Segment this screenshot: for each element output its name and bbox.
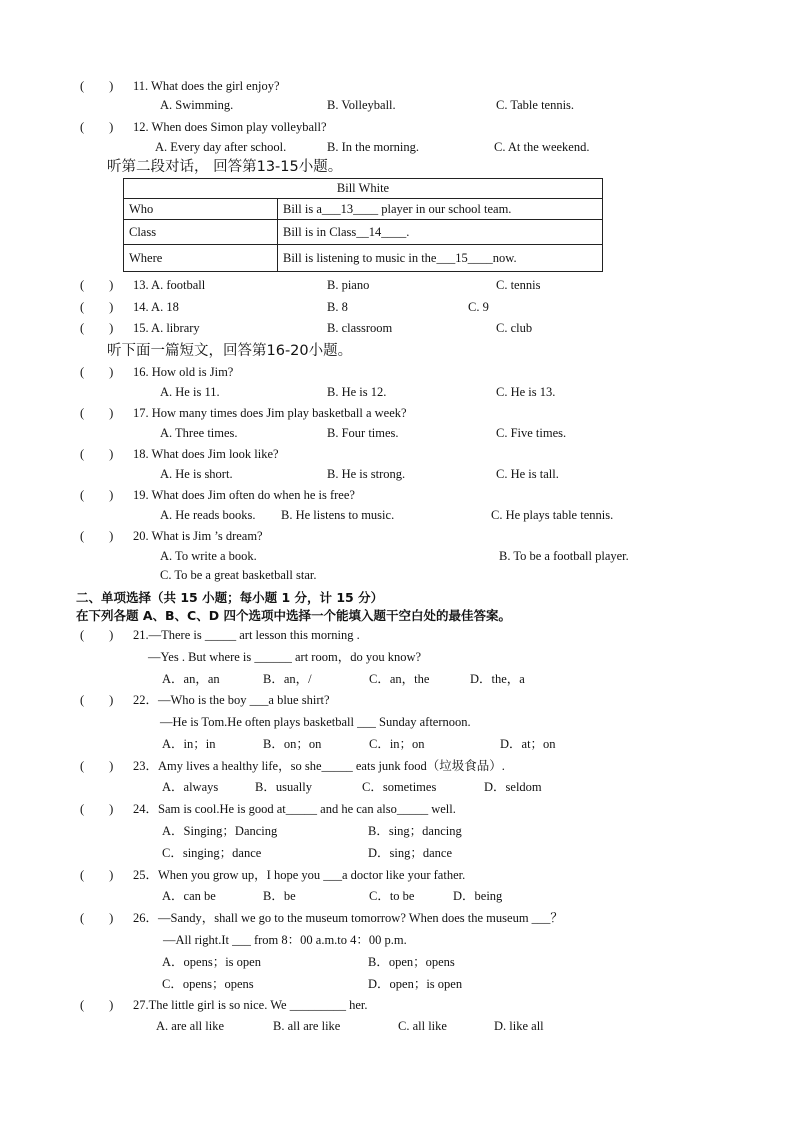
question-24-stem: 24．Sam is cool.He is good at_____ and he can also_____ well.: [133, 802, 456, 816]
table-row: [124, 199, 603, 220]
question-21-option-c[interactable]: C．an，the: [369, 672, 430, 686]
question-24-option-c[interactable]: C．singing；dance: [162, 846, 262, 860]
question-27-option-b[interactable]: B. all are like: [273, 1019, 341, 1033]
question-16-option-a[interactable]: A. He is 11.: [160, 385, 220, 399]
question-20-option-a[interactable]: A. To write a book.: [160, 549, 257, 563]
table-value: Bill is in Class__14____.: [278, 220, 603, 245]
table-key: Who: [124, 199, 278, 220]
question-23-stem: 23．Amy lives a healthy life，so she_____ eats junk food（垃圾食品）.: [133, 759, 505, 773]
question-11-option-c[interactable]: C. Table tennis.: [496, 98, 575, 112]
question-22-option-c[interactable]: C．in；on: [369, 737, 425, 751]
question-16-option-b[interactable]: B. He is 12.: [327, 385, 387, 399]
question-16-stem: 16. How old is Jim?: [133, 365, 234, 379]
question-11-option-b[interactable]: B. Volleyball.: [327, 98, 396, 112]
table-key: Class: [124, 220, 278, 245]
answer-bracket[interactable]: ( ): [80, 802, 114, 816]
answer-bracket[interactable]: ( ): [80, 488, 114, 502]
question-14-option-b[interactable]: B. 8: [327, 300, 348, 314]
question-22-option-b[interactable]: B．on；on: [263, 737, 322, 751]
question-23-option-a[interactable]: A．always: [162, 780, 219, 794]
dialogue-2-instruction: 听第二段对话， 回答第13-15小题。: [107, 159, 343, 175]
question-19-option-a[interactable]: A. He reads books.: [160, 508, 256, 522]
question-20-option-c[interactable]: C. To be a great basketball star.: [160, 568, 317, 582]
answer-bracket[interactable]: ( ): [80, 529, 114, 543]
answer-bracket[interactable]: ( ): [80, 278, 114, 292]
question-18-option-b[interactable]: B. He is strong.: [327, 467, 406, 481]
question-26-option-a[interactable]: A．opens；is open: [162, 955, 261, 969]
question-21-line2: —Yes . But where is ______ art room，do you know?: [148, 650, 422, 664]
question-24-option-b[interactable]: B．sing；dancing: [368, 824, 462, 838]
question-25-option-c[interactable]: C．to be: [369, 889, 415, 903]
answer-bracket[interactable]: ( ): [80, 693, 114, 707]
question-27-option-a[interactable]: A. are all like: [156, 1019, 225, 1033]
question-15-option-c[interactable]: C. club: [496, 321, 533, 335]
question-26-option-b[interactable]: B．open；opens: [368, 955, 455, 969]
question-25-stem: 25．When you grow up，I hope you ___a doctor like your father.: [133, 868, 466, 882]
question-22-option-a[interactable]: A．in；in: [162, 737, 216, 751]
question-19-option-c[interactable]: C. He plays table tennis.: [491, 508, 614, 522]
question-25-option-d[interactable]: D．being: [453, 889, 503, 903]
question-21-option-b[interactable]: B．an，/: [263, 672, 312, 686]
table-row: [124, 220, 603, 245]
answer-bracket[interactable]: ( ): [80, 321, 114, 335]
question-22-line2: —He is Tom.He often plays basketball ___ Sunday afternoon.: [160, 715, 471, 729]
answer-bracket[interactable]: ( ): [80, 868, 114, 882]
question-11-stem: 11. What does the girl enjoy?: [133, 79, 280, 93]
question-20-option-b[interactable]: B. To be a football player.: [499, 549, 629, 563]
answer-bracket[interactable]: ( ): [80, 79, 114, 93]
answer-bracket[interactable]: ( ): [80, 365, 114, 379]
table-value: Bill is listening to music in the___15____now.: [278, 245, 603, 272]
question-12-option-c[interactable]: C. At the weekend.: [494, 140, 590, 154]
question-26-stem: 26．—Sandy，shall we go to the museum tomorrow? When does the museum ___？: [133, 911, 563, 925]
answer-bracket[interactable]: ( ): [80, 406, 114, 420]
passage-instruction: 听下面一篇短文，回答第16-20小题。: [107, 343, 353, 359]
table-row: [124, 245, 603, 272]
question-25-option-b[interactable]: B．be: [263, 889, 296, 903]
question-22-option-d[interactable]: D．at；on: [500, 737, 556, 751]
question-16-option-c[interactable]: C. He is 13.: [496, 385, 556, 399]
question-17-option-c[interactable]: C. Five times.: [496, 426, 567, 440]
answer-bracket[interactable]: ( ): [80, 998, 114, 1012]
question-23-option-c[interactable]: C．sometimes: [362, 780, 437, 794]
section-2-title: 二、单项选择（共 15 小题；每小题 1 分，计 15 分）: [76, 590, 384, 605]
question-17-option-b[interactable]: B. Four times.: [327, 426, 399, 440]
question-23-option-b[interactable]: B．usually: [255, 780, 312, 794]
answer-bracket[interactable]: ( ): [80, 759, 114, 773]
answer-bracket[interactable]: ( ): [80, 628, 114, 642]
answer-bracket[interactable]: ( ): [80, 911, 114, 925]
question-21-option-a[interactable]: A．an，an: [162, 672, 220, 686]
question-21-stem: 21.—There is _____ art lesson this morning .: [133, 628, 360, 642]
question-13-option-b[interactable]: B. piano: [327, 278, 370, 292]
question-21-option-d[interactable]: D．the，a: [470, 672, 525, 686]
question-19-stem: 19. What does Jim often do when he is free?: [133, 488, 355, 502]
table-key: Where: [124, 245, 278, 272]
question-17-option-a[interactable]: A. Three times.: [160, 426, 238, 440]
question-19-option-b[interactable]: B. He listens to music.: [281, 508, 395, 522]
question-13-option-c[interactable]: C. tennis: [496, 278, 541, 292]
answer-bracket[interactable]: ( ): [80, 300, 114, 314]
question-18-option-c[interactable]: C. He is tall.: [496, 467, 559, 481]
question-12-stem: 12. When does Simon play volleyball?: [133, 120, 327, 134]
question-26-option-c[interactable]: C．opens；opens: [162, 977, 254, 991]
question-24-option-a[interactable]: A．Singing；Dancing: [162, 824, 278, 838]
question-14-option-c[interactable]: C. 9: [468, 300, 489, 314]
question-23-option-d[interactable]: D．seldom: [484, 780, 542, 794]
question-15-stem[interactable]: 15. A. library: [133, 321, 200, 335]
question-26-line2: —All right.It ___ from 8：00 a.m.to 4：00 p.m.: [163, 933, 407, 947]
answer-bracket[interactable]: ( ): [80, 120, 114, 134]
question-20-stem: 20. What is Jim ’s dream?: [133, 529, 263, 543]
question-12-option-b[interactable]: B. In the morning.: [327, 140, 420, 154]
question-11-option-a[interactable]: A. Swimming.: [160, 98, 234, 112]
question-22-stem: 22．—Who is the boy ___a blue shirt?: [133, 693, 330, 707]
question-27-stem: 27.The little girl is so nice. We _________ her.: [133, 998, 368, 1012]
question-18-option-a[interactable]: A. He is short.: [160, 467, 233, 481]
question-13-stem[interactable]: 13. A. football: [133, 278, 206, 292]
question-24-option-d[interactable]: D．sing；dance: [368, 846, 453, 860]
question-15-option-b[interactable]: B. classroom: [327, 321, 393, 335]
question-25-option-a[interactable]: A．can be: [162, 889, 216, 903]
question-26-option-d[interactable]: D．open；is open: [368, 977, 463, 991]
question-12-option-a[interactable]: A. Every day after school.: [155, 140, 287, 154]
question-14-stem[interactable]: 14. A. 18: [133, 300, 179, 314]
table-value: Bill is a___13____ player in our school team.: [278, 199, 603, 220]
question-18-stem: 18. What does Jim look like?: [133, 447, 279, 461]
question-17-stem: 17. How many times does Jim play basketball a week?: [133, 406, 407, 420]
section-2-instruction: 在下列各题 A、B、C、D 四个选项中选择一个能填入题干空白处的最佳答案。: [76, 608, 511, 623]
answer-bracket[interactable]: ( ): [80, 447, 114, 461]
question-27-option-c[interactable]: C. all like: [398, 1019, 447, 1033]
table-caption: Bill White: [124, 179, 603, 199]
bill-white-table: [123, 178, 603, 272]
question-27-option-d[interactable]: D. like all: [494, 1019, 544, 1033]
